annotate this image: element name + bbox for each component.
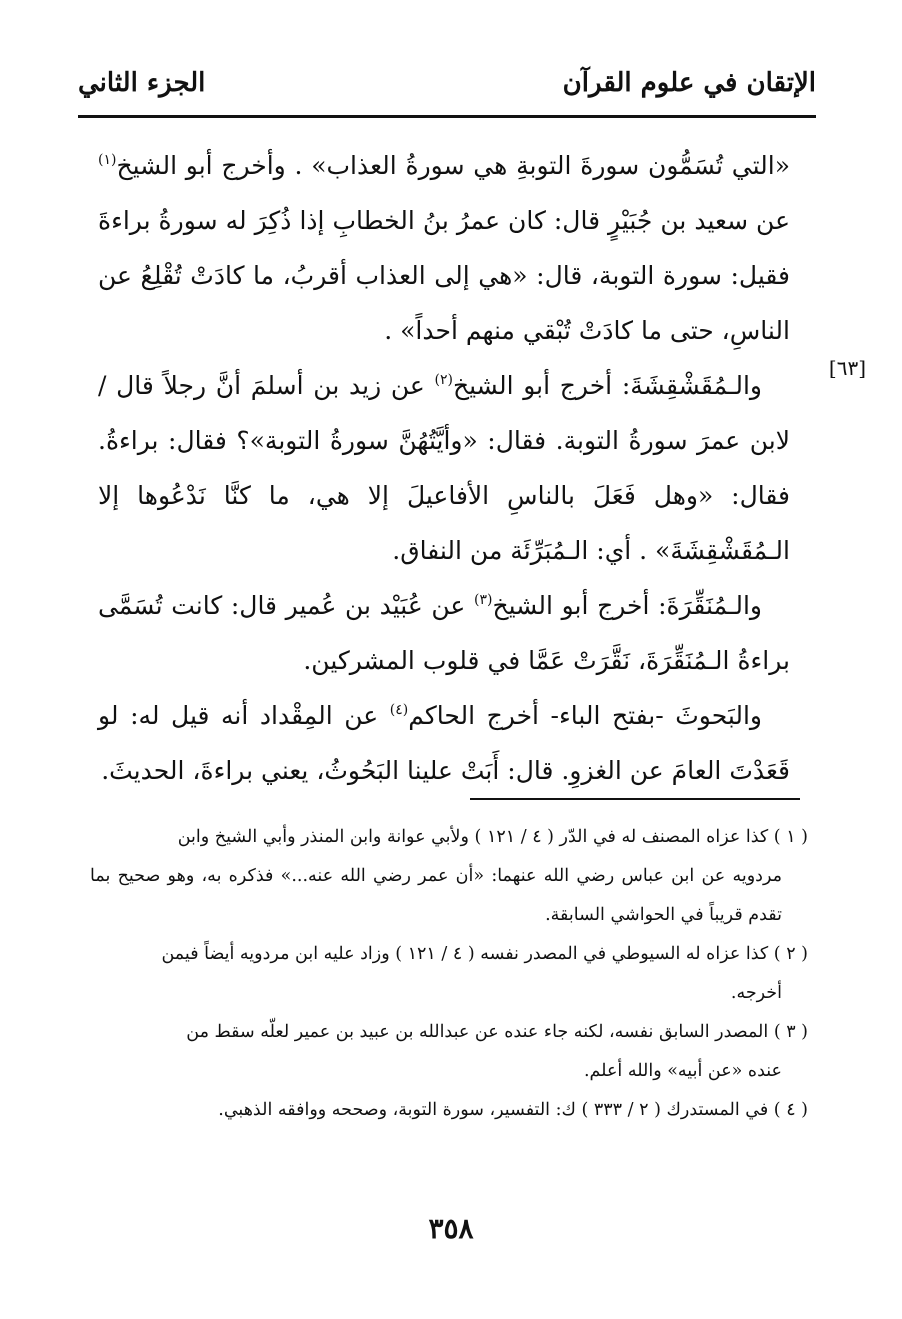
footnote-4-first: ( ٤ ) في المستدرك ( ٢ / ٣٣٣ ) ك: التفسير، سورة التوبة، وصححه ووافقه الذهبي. <box>218 1100 808 1120</box>
footnote-4 <box>90 1091 808 1130</box>
footnote-ref-2[interactable]: (٢) <box>434 372 453 388</box>
paragraph-4-text-cont: عن المِقْداد أنه قيل له: لو قَعَدْتَ العامَ عن الغزوِ. قال: أَبَتْ علينا البَحُوثُ، يعني براءةَ، الحديثَ. <box>98 701 790 785</box>
footnote-3-first: ( ٣ ) المصدر السابق نفسه، لكنه جاء عنده عن عبدالله بن عبيد بن عمير لعلّه سقط من <box>186 1022 808 1042</box>
footnote-2 <box>90 935 808 974</box>
footnote-ref-4[interactable]: (٤) <box>389 702 409 718</box>
margin-page-marker: [٦٣] <box>828 356 866 380</box>
paragraph-2-text: والـمُقَشْقِشَةَ: أخرج أبو الشيخ <box>453 371 762 400</box>
page-header <box>78 62 816 118</box>
footnote-separator <box>470 798 800 800</box>
paragraph-3-text: والـمُنَقِّرَةَ: أخرج أبو الشيخ <box>492 591 762 620</box>
paragraph-1-text-cont: عن سعيد بن جُبَيْرٍ قال: كان عمرُ بنُ الخطابِ إذا ذُكِرَ له سورةُ براءةَ فقيل: سورة التوبة، قال: «هي إلى العذاب أقربُ، ما كادَتْ تُقْلِعُ عن الناسِ، حتى ما كادَتْ تُبْقي منهم أحداً» . <box>98 206 790 345</box>
paragraph-3-text-cont: عن عُبَيْد بن عُمير قال: كانت تُسَمَّى براءةُ الـمُنَقِّرَةَ، نَقَّرَتْ عَمَّا في قلوب المشركين. <box>98 591 790 675</box>
footnote-3-cont: عنده «عن أبيه» والله أعلم. <box>583 1061 782 1081</box>
book-title: الإتقان في علوم القرآن <box>562 68 816 98</box>
page-number: ٣٥٨ <box>428 1212 474 1245</box>
footnote-ref-3[interactable]: (٣) <box>473 592 493 608</box>
paragraph-1 <box>98 138 790 358</box>
footnote-1-first: ( ١ ) كذا عزاه المصنف له في الدّر ( ٤ / ١٢١ ) ولأبي عوانة وابن المنذر وأبي الشيخ وابن <box>177 827 808 847</box>
part-label: الجزء الثاني <box>78 68 206 98</box>
footnote-3 <box>90 1013 808 1052</box>
footnote-2-first: ( ٢ ) كذا عزاه له السيوطي في المصدر نفسه ( ٤ / ١٢١ ) وزاد عليه ابن مردويه أيضاً فيمن <box>161 944 808 964</box>
footnote-ref-1[interactable]: (١) <box>98 152 117 168</box>
paragraph-3 <box>98 578 790 688</box>
footnote-1-cont: مردويه عن ابن عباس رضي الله عنهما: «أن عمر رضي الله عنه...» فذكره به، وهو صحيح بما تقدم قريباً في الحواشي السابقة. <box>90 866 782 925</box>
header-rule <box>78 115 816 118</box>
footnote-1 <box>90 818 808 857</box>
footnotes <box>90 818 808 1130</box>
footnote-2-cont: أخرجه. <box>730 983 782 1003</box>
paragraph-2-text-cont: عن زيد بن أسلمَ أنَّ رجلاً قال / لابن عمرَ سورةُ التوبة. فقال: «وأيَّتُهُنَّ سورةُ التوبة»؟ فقال: براءةُ. فقال: «وهل فَعَلَ بالناسِ الأفاعيلَ إلا هي، ما كنَّا نَدْعُوها إلا الـمُقَشْقِشَةَ» . أي: الـمُبَرِّئَة من النفاق. <box>98 371 790 565</box>
main-text <box>98 138 790 798</box>
paragraph-1-text: «التي تُسَمُّون سورةَ التوبةِ هي سورةُ العذاب» . وأخرج أبو الشيخ <box>116 151 790 180</box>
paragraph-2 <box>98 358 790 578</box>
paragraph-4-text: والبَحوثَ -بفتح الباء- أخرج الحاكم <box>408 701 763 730</box>
paragraph-4 <box>98 688 790 798</box>
